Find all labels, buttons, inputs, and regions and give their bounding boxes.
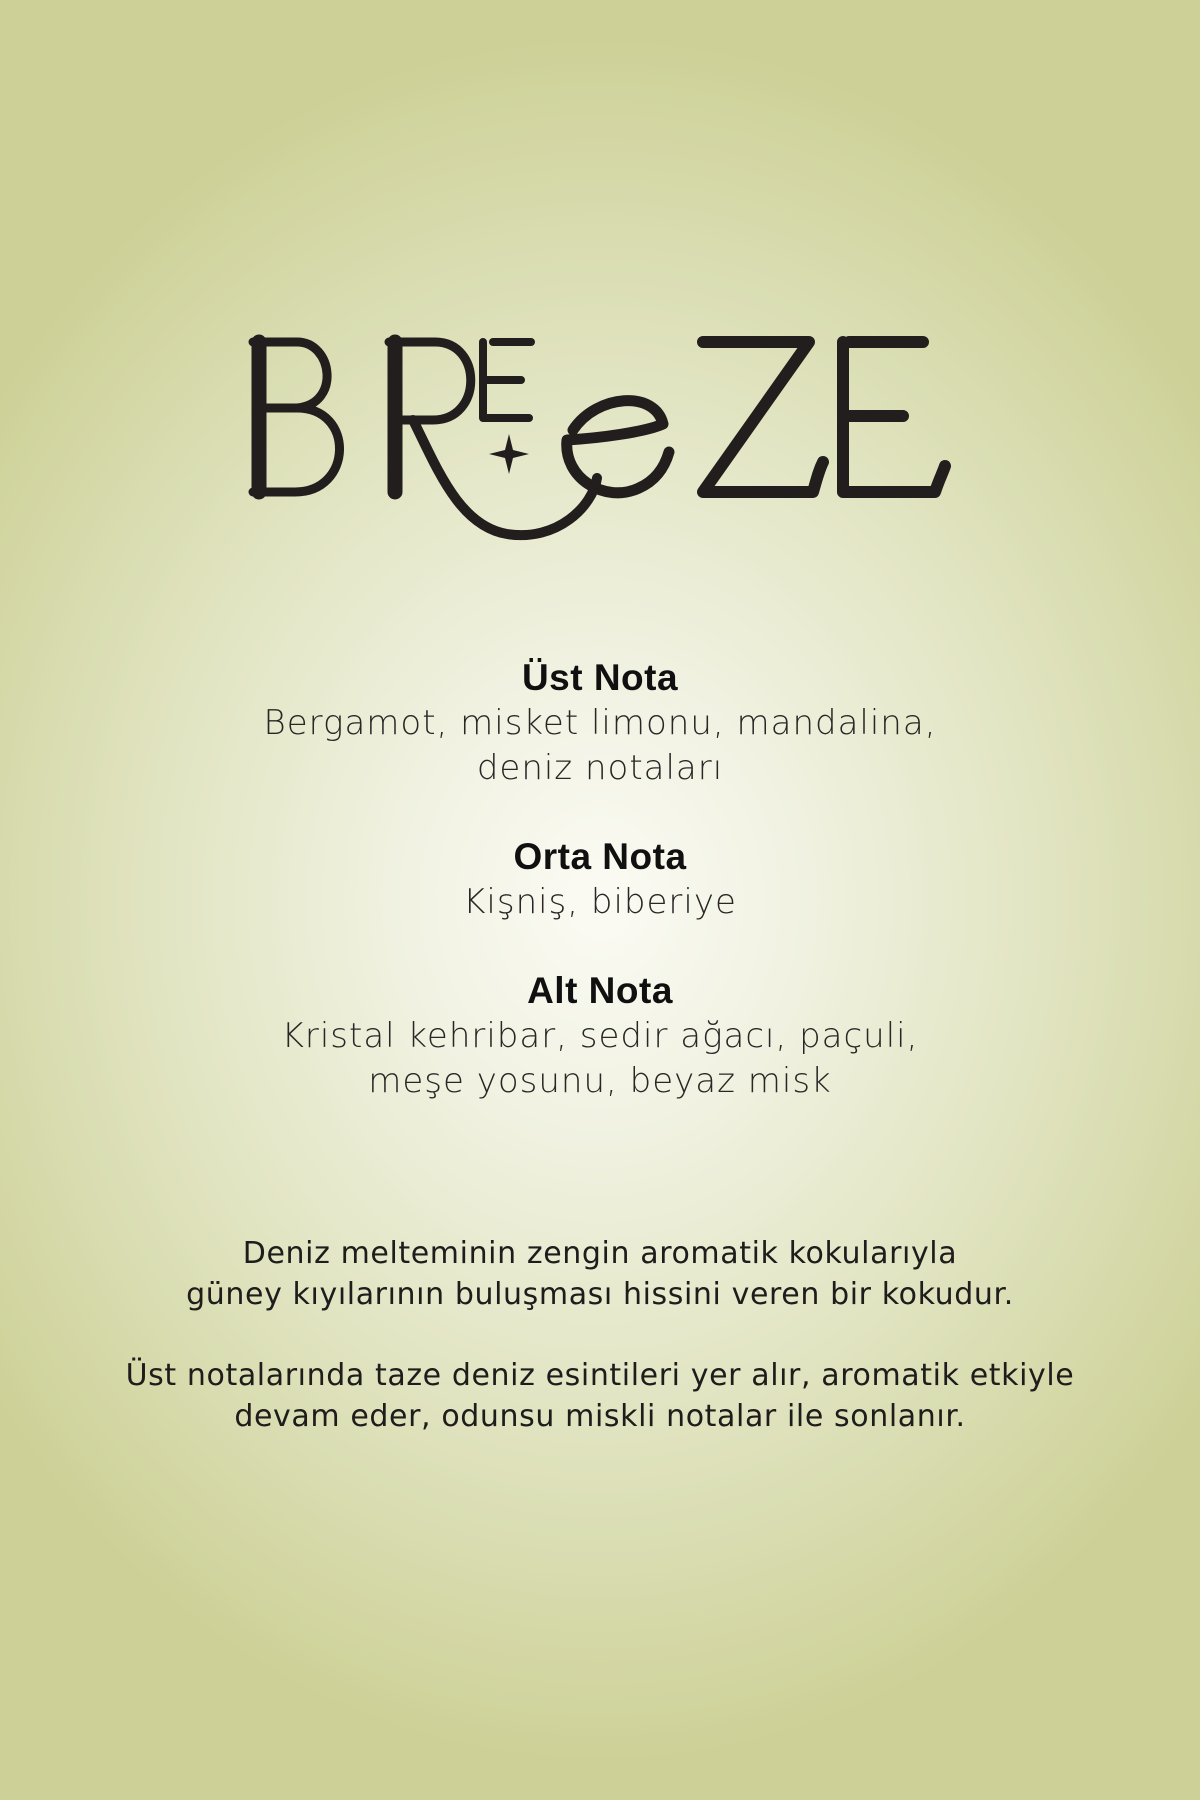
top-note-title: Üst Nota xyxy=(521,657,679,698)
description-line: devam eder, odunsu miskli notalar ile sonlanır. xyxy=(234,1399,966,1434)
description-line: güney kıyılarının buluşması hissini veren bir kokudur. xyxy=(186,1277,1014,1312)
middle-note-section xyxy=(0,834,1200,925)
base-note-ingredients-line: Kristal kehribar, sedir ağacı, paçuli, xyxy=(281,1016,919,1056)
brand-logo xyxy=(245,328,955,548)
fragrance-notes xyxy=(0,655,1200,1147)
middle-note-title: Orta Nota xyxy=(513,836,687,877)
logo-letter-e-lower xyxy=(567,401,669,493)
middle-note-ingredients-line: Kişniş, biberiye xyxy=(463,882,737,922)
description-line: Üst notalarında taze deniz esintileri yer alır, aromatik etkiyle xyxy=(125,1358,1075,1393)
breeze-logo-graphic xyxy=(245,328,955,548)
base-note-ingredients-line: meşe yosunu, beyaz misk xyxy=(368,1061,832,1101)
top-note-section xyxy=(0,655,1200,791)
base-note-title: Alt Nota xyxy=(527,970,673,1011)
fragrance-description xyxy=(0,1233,1200,1477)
description-paragraph xyxy=(0,1355,1200,1437)
description-line: Deniz melteminin zengin aromatik kokularıyla xyxy=(242,1236,958,1271)
logo-letter-z xyxy=(703,342,823,492)
top-note-ingredients-line: Bergamot, misket limonu, mandalina, xyxy=(263,703,937,743)
sparkle-star-icon xyxy=(489,434,529,474)
base-note-section xyxy=(0,968,1200,1104)
top-note-ingredients-line: deniz notaları xyxy=(476,748,724,788)
description-paragraph xyxy=(0,1233,1200,1315)
logo-letter-e-small xyxy=(483,342,531,418)
logo-letter-e xyxy=(843,342,945,492)
